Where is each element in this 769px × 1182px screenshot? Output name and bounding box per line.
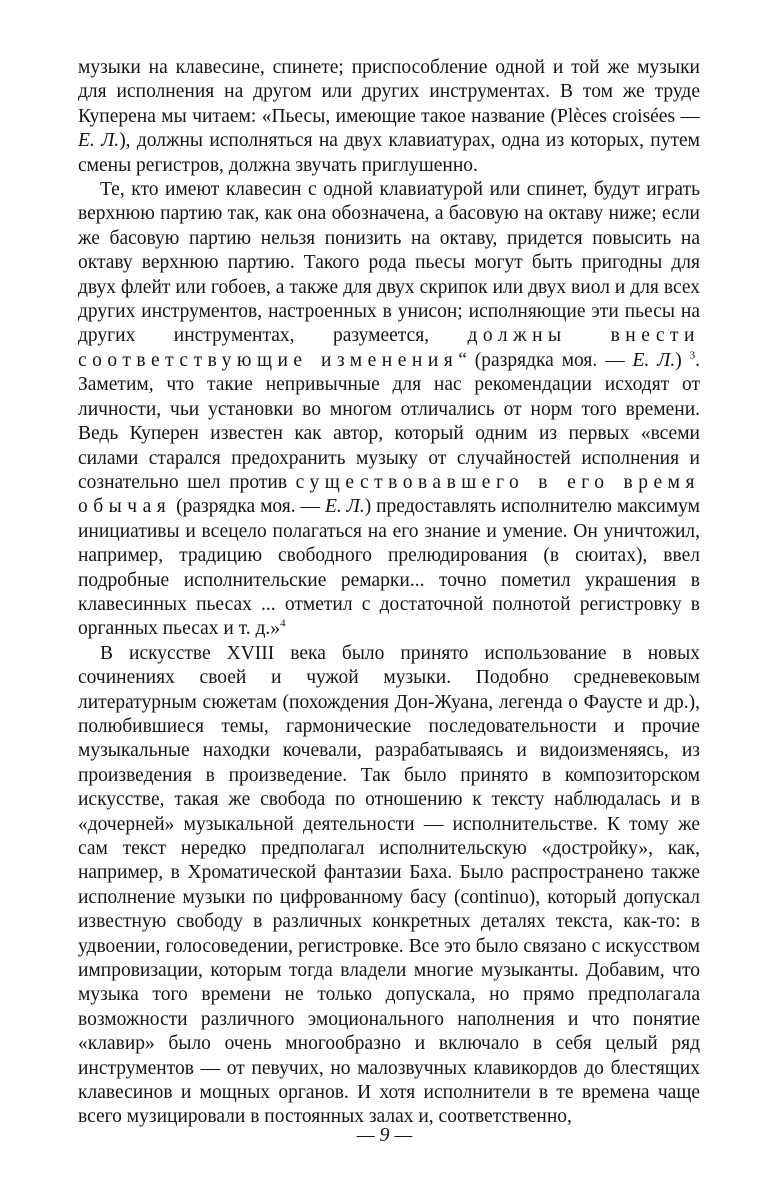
paragraph-2-text-b: “ (разрядка моя. — [458,349,633,371]
spaced-emphasis-1: должны внести соответствующие изменения [78,325,700,371]
page-body [78,56,700,1130]
author-initials: Е. Л. [632,349,676,371]
footnote-ref-3: 3 [689,349,696,362]
paragraph-2-text-a: Те, кто имеют клавесин с одной клавиатурой или спинет, будут играть верхнюю партию так, как она обозначена, а басовую на октаву ниже; если же басовую партию нельзя понизить на октаву, придется повысить на октаву верхнюю партию. Такого рода пьесы могут быть пригодны для двух флейт или гобоев, а также для двух скрипок или двух виол и для всех других инструментов, настроенных в унисон; исполняющие эти пьесы на других инструментах, разумеется, [78,179,700,347]
author-initials: Е. Л. [324,496,365,518]
spaced-emphasis-2: существовавшего в его время обычая [78,471,700,518]
paragraph-2-text-c: ) [675,349,690,371]
footnote-ref-4: 4 [280,617,286,630]
author-initials: Е. Л. [78,130,120,152]
page-number: — 9 — [356,1124,413,1146]
paragraph-3-text: В искусстве XVIII века было принято использование в новых сочинениях своей и чужой музыки. Подобно средневековым литературным сюжетам (похождения Дон-Жуана, легенда о Фаусте и др.), полюбившиеся темы, гармонические последовательности и прочие музыкальные находки кочевали, разрабатываясь и видоизменяясь, из произведения в произведение. Так было принято в композиторском искусстве, такая же свобода по отношению к тексту наблюдалась и в «дочерней» музыкальной деятельности — исполнительстве. К тому же сам текст нередко предполагал исполнительскую «достройку», как, например, в Хроматической фантазии Баха. Было распространено также исполнение музыки по цифрованному басу (continuo), который допускал известную свободу в различных конкретных деталях текста, как-то: в удвоении, голосоведении, регистровке. Все это было связано с искусством импровизации, которым тогда владели многие музыканты. Добавим, что музыка того времени не только допускала, но прямо предполагала возможности различного эмоционального наполнения и что понятие «клавир» было очень многообразно и включало в себя целый ряд инструментов — от певучих, но малозвучных клавикордов до блестящих клавесинов и мощных органов. И хотя исполнители в те времена чаще всего музицировали в постоянных залах и, соответственно, [78,642,700,1128]
paragraph-3 [78,642,700,1130]
paragraph-2-text-f: ) предоставлять исполнителю максимум инициативы и всецело полагаться на его знание и умение. Он уничтожил, например, традицию свободного прелюдирования (в сюитах), ввел подробные исполнительские ремарки... точно пометил украшения в клавесинных пьесах ... отметил с достаточной полнотой регистровку в органных пьесах и т. д.» [78,496,700,640]
paragraph-1 [78,56,700,178]
paragraph-1-text-a: музыки на клавесине, спинете; приспособление одной и той же музыки для исполнения на другом или других инструментах. В том же труде Куперена мы читаем: «Пьесы, имеющие такое название (Plèces croisées — [78,57,700,127]
paragraph-2 [78,178,700,642]
paragraph-2-text-e: (разрядка моя. — [171,496,325,518]
paragraph-2-text-d: . Заметим, что такие непривычные для нас рекомендации исходят от личности, чьи установки во многом отличались от норм того времени. Ведь Куперен известен как автор, который одним из первых «всеми силами старался предохранить музыку от случайностей исполнения и сознательно шел против [78,349,701,493]
paragraph-1-text-b: ), должны исполняться на двух клавиатурах, одна из которых, путем смены регистров, должна звучать приглушенно. [78,130,700,176]
